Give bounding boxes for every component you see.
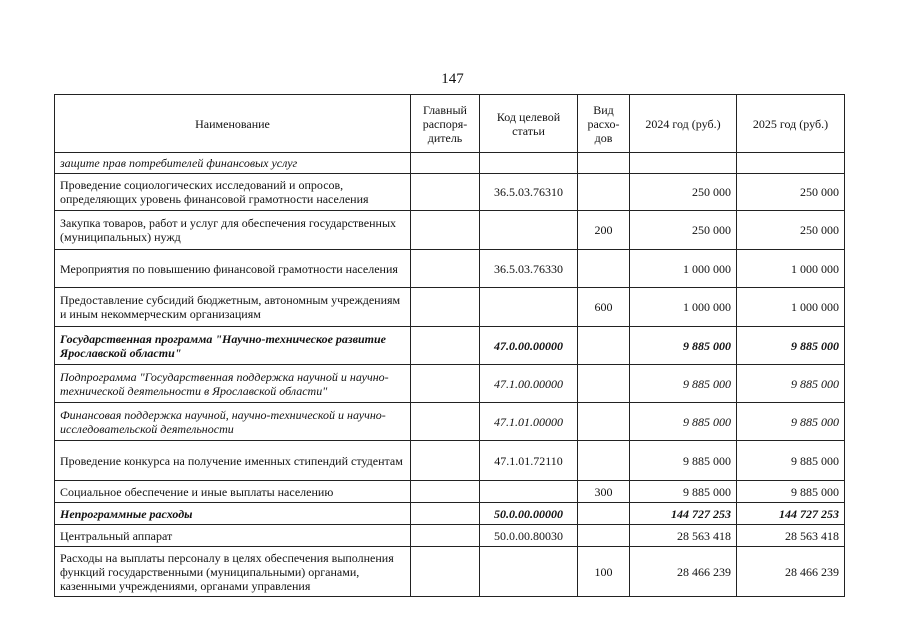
table-header-row <box>55 95 845 153</box>
cell-2024: 9 885 000 <box>630 327 737 365</box>
cell-code: 50.0.00.00000 <box>480 503 578 525</box>
cell-name: Подпрограмма "Государственная поддержка научной и научно-технической деятельности в Ярославской области" <box>55 365 411 403</box>
cell-2025: 9 885 000 <box>737 365 845 403</box>
cell-vid <box>578 365 630 403</box>
cell-code: 50.0.00.80030 <box>480 525 578 547</box>
cell-name: Центральный аппарат <box>55 525 411 547</box>
cell-code: 47.0.00.00000 <box>480 327 578 365</box>
header-code: Код целевой статьи <box>480 95 578 153</box>
cell-2024: 9 885 000 <box>630 441 737 481</box>
table-row <box>55 503 845 525</box>
cell-2025: 250 000 <box>737 174 845 211</box>
header-2024: 2024 год (руб.) <box>630 95 737 153</box>
cell-code <box>480 211 578 250</box>
cell-2024: 9 885 000 <box>630 481 737 503</box>
cell-vid <box>578 174 630 211</box>
cell-name: Предоставление субсидий бюджетным, автономным учреждениям и иным некоммерческим организациям <box>55 288 411 327</box>
table-row <box>55 174 845 211</box>
cell-manager <box>411 481 480 503</box>
cell-manager <box>411 403 480 441</box>
header-manager: Главный распоря-дитель <box>411 95 480 153</box>
cell-manager <box>411 525 480 547</box>
cell-name: Финансовая поддержка научной, научно-технической и научно-исследовательской деятельности <box>55 403 411 441</box>
cell-2025: 1 000 000 <box>737 250 845 288</box>
cell-name: Государственная программа "Научно-техническое развитие Ярославской области" <box>55 327 411 365</box>
cell-vid: 100 <box>578 547 630 597</box>
cell-vid: 600 <box>578 288 630 327</box>
table-row <box>55 547 845 597</box>
cell-code: 36.5.03.76330 <box>480 250 578 288</box>
cell-2024: 28 563 418 <box>630 525 737 547</box>
cell-2025: 9 885 000 <box>737 481 845 503</box>
cell-name: Закупка товаров, работ и услуг для обеспечения государственных (муниципальных) нужд <box>55 211 411 250</box>
cell-manager <box>411 153 480 174</box>
cell-name: Проведение социологических исследований и опросов, определяющих уровень финансовой грамотности населения <box>55 174 411 211</box>
cell-2024 <box>630 153 737 174</box>
cell-2024: 1 000 000 <box>630 288 737 327</box>
cell-name: Непрограммные расходы <box>55 503 411 525</box>
table-row <box>55 327 845 365</box>
cell-code: 36.5.03.76310 <box>480 174 578 211</box>
cell-2025: 144 727 253 <box>737 503 845 525</box>
table-row <box>55 211 845 250</box>
cell-vid <box>578 441 630 481</box>
cell-manager <box>411 211 480 250</box>
cell-code <box>480 153 578 174</box>
cell-name: Расходы на выплаты персоналу в целях обеспечения выполнения функций государственными (муниципальными) органами, казенными учреждениями, органами управления <box>55 547 411 597</box>
cell-vid: 200 <box>578 211 630 250</box>
cell-vid <box>578 503 630 525</box>
cell-vid <box>578 525 630 547</box>
cell-vid <box>578 153 630 174</box>
header-name: Наименование <box>55 95 411 153</box>
cell-name: Социальное обеспечение и иные выплаты населению <box>55 481 411 503</box>
cell-manager <box>411 250 480 288</box>
cell-manager <box>411 365 480 403</box>
cell-code <box>480 481 578 503</box>
cell-2024: 9 885 000 <box>630 403 737 441</box>
table-row <box>55 403 845 441</box>
cell-vid <box>578 403 630 441</box>
table-row <box>55 365 845 403</box>
cell-2025: 9 885 000 <box>737 403 845 441</box>
table-row <box>55 441 845 481</box>
table-row <box>55 153 845 174</box>
cell-code: 47.1.01.72110 <box>480 441 578 481</box>
cell-code: 47.1.00.00000 <box>480 365 578 403</box>
table-row <box>55 250 845 288</box>
cell-code <box>480 547 578 597</box>
cell-2024: 9 885 000 <box>630 365 737 403</box>
cell-manager <box>411 288 480 327</box>
cell-2024: 250 000 <box>630 211 737 250</box>
cell-2025: 250 000 <box>737 211 845 250</box>
cell-2025: 28 563 418 <box>737 525 845 547</box>
cell-manager <box>411 441 480 481</box>
cell-manager <box>411 174 480 211</box>
cell-manager <box>411 547 480 597</box>
table-row <box>55 525 845 547</box>
page-number: 147 <box>441 71 464 87</box>
table-row <box>55 481 845 503</box>
cell-vid: 300 <box>578 481 630 503</box>
cell-manager <box>411 503 480 525</box>
cell-code <box>480 288 578 327</box>
cell-2024: 28 466 239 <box>630 547 737 597</box>
header-vid: Вид расхо-дов <box>578 95 630 153</box>
cell-2025: 28 466 239 <box>737 547 845 597</box>
cell-name: Мероприятия по повышению финансовой грамотности населения <box>55 250 411 288</box>
header-2025: 2025 год (руб.) <box>737 95 845 153</box>
cell-2025: 1 000 000 <box>737 288 845 327</box>
cell-code: 47.1.01.00000 <box>480 403 578 441</box>
cell-vid <box>578 250 630 288</box>
cell-manager <box>411 327 480 365</box>
budget-table <box>54 94 845 597</box>
cell-2025 <box>737 153 845 174</box>
cell-name: Проведение конкурса на получение именных стипендий студентам <box>55 441 411 481</box>
cell-name: защите прав потребителей финансовых услуг <box>55 153 411 174</box>
cell-2024: 250 000 <box>630 174 737 211</box>
cell-vid <box>578 327 630 365</box>
cell-2024: 144 727 253 <box>630 503 737 525</box>
table-row <box>55 288 845 327</box>
cell-2025: 9 885 000 <box>737 441 845 481</box>
cell-2024: 1 000 000 <box>630 250 737 288</box>
cell-2025: 9 885 000 <box>737 327 845 365</box>
